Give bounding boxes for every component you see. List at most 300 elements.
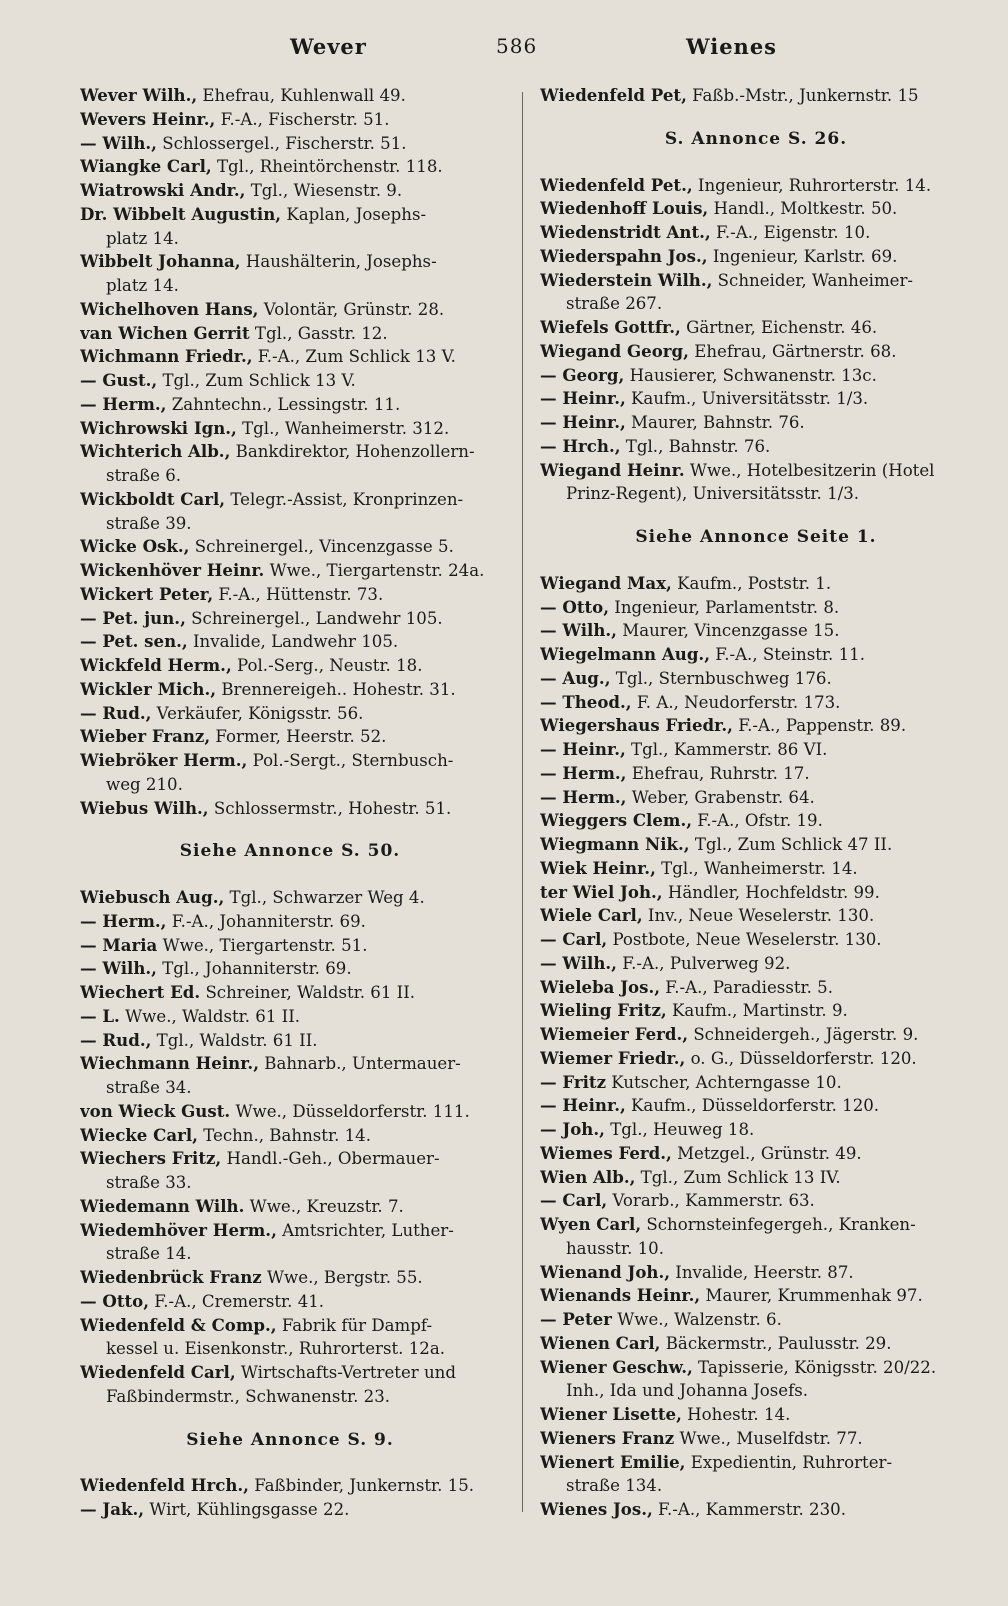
directory-entry bbox=[540, 84, 972, 108]
directory-entry bbox=[80, 1314, 500, 1362]
entry-name: — Wilh., bbox=[540, 620, 617, 641]
directory-entry bbox=[540, 1213, 972, 1261]
entry-name: Dr. Wibbelt Augustin, bbox=[80, 203, 282, 224]
entry-name: Wiedemann Wilh. bbox=[80, 1195, 245, 1216]
directory-entry bbox=[80, 1219, 500, 1267]
entry-details: Bäckermstr., Paulusstr. 29. bbox=[665, 1333, 892, 1353]
directory-entry bbox=[540, 928, 972, 952]
entry-details: F.-A., Hüttenstr. 73. bbox=[218, 584, 384, 604]
entry-name: — Aug., bbox=[540, 667, 611, 688]
directory-entry bbox=[80, 535, 500, 559]
entry-name: — Heinr., bbox=[540, 1095, 626, 1116]
entry-details: Schneidergeh., Jägerstr. 9. bbox=[693, 1025, 919, 1044]
entry-details: Schreiner, Waldstr. 61 II. bbox=[205, 983, 416, 1002]
directory-entry bbox=[540, 435, 972, 459]
entry-name: Wienes Jos., bbox=[540, 1499, 653, 1519]
directory-entry bbox=[540, 572, 972, 596]
directory-entry bbox=[540, 904, 972, 928]
entry-details: Maurer, Bahnstr. 76. bbox=[631, 413, 805, 432]
entry-name: — Pet. jun., bbox=[80, 607, 186, 628]
entry-details: Bankdirektor, Hohenzollern- bbox=[235, 442, 475, 462]
directory-entry bbox=[540, 1189, 972, 1213]
directory-entry bbox=[80, 108, 500, 132]
entry-details: Schornsteinfegergeh., Kranken- bbox=[646, 1215, 916, 1234]
entry-details: F.-A., Fischerstr. 51. bbox=[220, 109, 390, 129]
directory-entry bbox=[540, 1308, 972, 1332]
entry-details: Wwe., Tiergartenstr. 51. bbox=[162, 935, 368, 955]
entry-continuation: straße 267. bbox=[566, 294, 663, 314]
advertisement-notice: Siehe Annonce Seite 1. bbox=[635, 527, 877, 547]
entry-details: Handl.-Geh., Obermauer- bbox=[226, 1149, 440, 1169]
entry-name: — Georg, bbox=[540, 364, 625, 385]
entry-details: Telegr.-Assist, Kronprinzen- bbox=[230, 489, 464, 509]
entry-name: Wickfeld Herm., bbox=[80, 655, 232, 675]
entry-name: — Joh., bbox=[540, 1119, 605, 1139]
directory-entry bbox=[540, 809, 972, 833]
entry-name: — Heinr., bbox=[540, 412, 626, 432]
left-column bbox=[80, 84, 500, 1522]
directory-entry bbox=[80, 702, 500, 726]
directory-entry bbox=[80, 1195, 500, 1219]
directory-entry bbox=[540, 1261, 972, 1285]
directory-entry bbox=[80, 583, 500, 607]
entry-name: Wiedenfeld Carl, bbox=[80, 1362, 236, 1382]
entry-details: Wwe., Tiergartenstr. 24a. bbox=[269, 561, 485, 580]
directory-entry bbox=[80, 1100, 500, 1124]
entry-name: — Herm., bbox=[540, 762, 627, 783]
directory-entry bbox=[80, 678, 500, 702]
directory-entry bbox=[540, 1284, 972, 1308]
entry-details: Maurer, Krummenhak 97. bbox=[705, 1286, 923, 1306]
entry-details: Tgl., Sternbuschweg 176. bbox=[615, 668, 832, 688]
entry-name: Wiatrowski Andr., bbox=[80, 180, 246, 200]
directory-entry bbox=[540, 1332, 972, 1356]
page-number: 586 bbox=[496, 34, 538, 58]
directory-entry bbox=[80, 797, 500, 821]
entry-name: Wiederspahn Jos., bbox=[540, 245, 708, 266]
directory-entry bbox=[540, 1498, 972, 1522]
entry-continuation: straße 33. bbox=[106, 1173, 192, 1192]
entry-details: Tapisserie, Königsstr. 20/22. bbox=[698, 1357, 937, 1377]
entry-details: Ingenieur, Parlamentstr. 8. bbox=[614, 597, 840, 617]
entry-name: Wiedenhoff Louis, bbox=[540, 198, 709, 219]
entry-name: Wickboldt Carl, bbox=[80, 488, 226, 509]
directory-entry bbox=[540, 221, 972, 245]
entry-name: — Peter bbox=[540, 1309, 612, 1329]
entry-name: — Otto, bbox=[540, 596, 610, 617]
directory-entry bbox=[540, 245, 972, 269]
entry-details: Former, Heerstr. 52. bbox=[215, 727, 387, 747]
directory-entry bbox=[540, 316, 972, 340]
entry-name: — Herm., bbox=[540, 786, 627, 807]
directory-entry bbox=[80, 1361, 500, 1409]
entry-name: — Carl, bbox=[540, 1190, 608, 1211]
directory-entry bbox=[80, 749, 500, 797]
directory-entry bbox=[540, 459, 972, 507]
entry-details: Invalide, Heerstr. 87. bbox=[675, 1262, 854, 1282]
entry-details: Wwe., Kreuzstr. 7. bbox=[249, 1196, 404, 1216]
entry-details: Faßb.-Mstr., Junkernstr. 15 bbox=[692, 86, 919, 105]
directory-entry bbox=[540, 1071, 972, 1095]
directory-entry bbox=[80, 393, 500, 417]
directory-entry bbox=[540, 387, 972, 411]
entry-name: Wiechers Fritz, bbox=[80, 1148, 222, 1169]
directory-entry bbox=[540, 174, 972, 198]
entry-name: Wibbelt Johanna, bbox=[80, 251, 241, 272]
entry-name: Wiegelmann Aug., bbox=[540, 644, 710, 664]
entry-details: Pol.-Serg., Neustr. 18. bbox=[237, 656, 423, 675]
directory-entry bbox=[80, 1052, 500, 1100]
entry-continuation: straße 39. bbox=[106, 513, 192, 533]
directory-entry bbox=[80, 84, 500, 108]
entry-name: Wickler Mich., bbox=[80, 678, 217, 699]
entry-details: Tgl., Rheintörchenstr. 118. bbox=[216, 157, 443, 177]
entry-name: Wiederstein Wilh., bbox=[540, 269, 713, 290]
entry-name: Wieners Franz bbox=[540, 1427, 675, 1448]
entry-name: — Pet. sen., bbox=[80, 631, 188, 652]
entry-details: Verkäufer, Königsstr. 56. bbox=[156, 703, 364, 723]
directory-entry bbox=[80, 155, 500, 179]
entry-name: Wienen Carl, bbox=[540, 1332, 661, 1353]
entry-details: Tgl., Wanheimerstr. 14. bbox=[661, 858, 858, 878]
entry-name: Wiedemhöver Herm., bbox=[80, 1219, 277, 1240]
entry-details: F.-A., Johanniterstr. 69. bbox=[171, 911, 366, 931]
entry-name: Wiegand Heinr. bbox=[540, 459, 685, 480]
entry-details: F.-A., Pulverweg 92. bbox=[622, 953, 791, 973]
directory-entry bbox=[540, 1118, 972, 1142]
directory-entry bbox=[540, 1094, 972, 1118]
entry-name: Wiebröker Herm., bbox=[80, 750, 248, 770]
entry-details: Kutscher, Achterngasse 10. bbox=[611, 1072, 842, 1092]
entry-details: Schlossergel., Fischerstr. 51. bbox=[162, 133, 407, 153]
directory-entry bbox=[540, 619, 972, 643]
page-header bbox=[0, 34, 1008, 74]
entry-details: Kaufm., Martinstr. 9. bbox=[671, 1001, 848, 1021]
directory-entry bbox=[540, 269, 972, 317]
advertisement-notice: S. Annonce S. 26. bbox=[664, 128, 848, 149]
entry-name: Wien Alb., bbox=[540, 1166, 636, 1187]
entry-name: Wichterich Alb., bbox=[80, 441, 231, 462]
entry-continuation: weg 210. bbox=[106, 774, 183, 794]
directory-entry bbox=[80, 1005, 500, 1029]
directory-entry bbox=[540, 762, 972, 786]
entry-details: Ehefrau, Gärtnerstr. 68. bbox=[694, 341, 897, 361]
entry-name: Wiechmann Heinr., bbox=[80, 1053, 259, 1074]
column-divider bbox=[522, 92, 523, 1512]
entry-details: Schlossermstr., Hohestr. 51. bbox=[213, 798, 452, 818]
entry-details: Ingenieur, Ruhrorterstr. 14. bbox=[697, 175, 932, 195]
entry-details: Maurer, Vincenzgasse 15. bbox=[622, 621, 840, 641]
entry-continuation: straße 14. bbox=[106, 1244, 192, 1264]
entry-name: Wyen Carl, bbox=[540, 1214, 642, 1234]
directory-entry bbox=[540, 411, 972, 435]
entry-name: Wienert Emilie, bbox=[540, 1451, 686, 1472]
entry-details: Pol.-Sergt., Sternbusch- bbox=[252, 751, 454, 770]
entry-name: — Maria bbox=[80, 934, 158, 955]
entry-details: F.-A., Pappenstr. 89. bbox=[738, 716, 907, 736]
entry-details: Wwe., Muselfdstr. 77. bbox=[679, 1428, 863, 1448]
entry-name: Wickert Peter, bbox=[80, 583, 214, 604]
entry-name: Wevers Heinr., bbox=[80, 108, 216, 129]
entry-name: — Wilh., bbox=[540, 952, 617, 973]
entry-continuation: platz 14. bbox=[106, 276, 179, 295]
directory-entry bbox=[540, 999, 972, 1023]
entry-details: Ingenieur, Karlstr. 69. bbox=[712, 246, 898, 266]
header-left-keyword: Wever bbox=[290, 34, 367, 59]
entry-continuation: Inh., Ida und Johanna Josefs. bbox=[566, 1381, 809, 1401]
entry-details: F.-A., Eigenstr. 10. bbox=[715, 223, 871, 242]
directory-entry bbox=[80, 886, 500, 910]
entry-details: Volontär, Grünstr. 28. bbox=[263, 299, 445, 319]
entry-name: Wiemer Friedr., bbox=[540, 1047, 686, 1068]
entry-details: Tgl., Waldstr. 61 II. bbox=[156, 1030, 318, 1050]
entry-name: Wiegand Max, bbox=[540, 572, 672, 593]
entry-name: Wiek Heinr., bbox=[540, 857, 656, 878]
entry-continuation: platz 14. bbox=[106, 228, 179, 248]
directory-entry bbox=[540, 857, 972, 881]
directory-entry bbox=[80, 369, 500, 393]
directory-entry bbox=[80, 345, 500, 369]
entry-details: Wwe., Waldstr. 61 II. bbox=[125, 1006, 301, 1026]
entry-details: Techn., Bahnstr. 14. bbox=[203, 1125, 372, 1145]
entry-details: Kaplan, Josephs- bbox=[286, 204, 427, 224]
directory-entry bbox=[540, 976, 972, 1000]
entry-details: Schreinergel., Vincenzgasse 5. bbox=[194, 537, 454, 557]
entry-name: Wieber Franz, bbox=[80, 726, 211, 747]
entry-details: Haushälterin, Josephs- bbox=[245, 252, 437, 272]
directory-entry bbox=[540, 1403, 972, 1427]
entry-name: van Wichen Gerrit bbox=[80, 322, 250, 343]
directory-entry bbox=[540, 667, 972, 691]
entry-details: Wirtschafts-Vertreter und bbox=[240, 1363, 456, 1382]
entry-details: Wirt, Kühlingsgasse 22. bbox=[149, 1500, 350, 1519]
entry-name: Wiemes Ferd., bbox=[540, 1142, 672, 1163]
entry-name: Wiedenfeld Pet, bbox=[540, 85, 687, 105]
entry-details: F.-A., Zum Schlick 13 V. bbox=[257, 347, 456, 367]
entry-details: Wwe., Bergstr. 55. bbox=[266, 1268, 423, 1287]
entry-continuation: Prinz-Regent), Universitätsstr. 1/3. bbox=[566, 484, 860, 504]
entry-continuation: straße 134. bbox=[566, 1476, 663, 1496]
directory-entry bbox=[80, 179, 500, 203]
entry-details: Wwe., Düsseldorferstr. 111. bbox=[235, 1101, 470, 1121]
directory-entry bbox=[540, 1356, 972, 1404]
entry-name: — Wilh., bbox=[80, 132, 157, 153]
directory-entry bbox=[540, 1142, 972, 1166]
entry-name: — Theod., bbox=[540, 691, 632, 712]
entry-name: Wiefels Gottfr., bbox=[540, 317, 681, 337]
entry-continuation: straße 34. bbox=[106, 1078, 192, 1097]
entry-details: Tgl., Wanheimerstr. 312. bbox=[242, 418, 450, 438]
directory-entry bbox=[80, 559, 500, 583]
directory-entry bbox=[80, 132, 500, 156]
advertisement-notice: Siehe Annonce S. 50. bbox=[179, 841, 401, 862]
entry-name: Wever Wilh., bbox=[80, 85, 198, 105]
entry-name: Wieleba Jos., bbox=[540, 976, 661, 997]
directory-entry bbox=[80, 322, 500, 346]
entry-name: Wichmann Friedr., bbox=[80, 346, 253, 367]
entry-details: Zahntechn., Lessingstr. 11. bbox=[171, 394, 401, 414]
entry-details: Ehefrau, Kuhlenwall 49. bbox=[202, 86, 406, 105]
directory-entry bbox=[80, 1474, 500, 1498]
entry-name: Wiangke Carl, bbox=[80, 156, 212, 177]
entry-name: Wiechert Ed. bbox=[80, 982, 201, 1002]
entry-name: — L. bbox=[80, 1005, 120, 1026]
entry-name: Wichrowski Ign., bbox=[80, 417, 237, 438]
entry-name: — Herm., bbox=[80, 393, 167, 414]
entry-name: Wiedenstridt Ant., bbox=[540, 222, 711, 242]
entry-name: — Heinr., bbox=[540, 388, 626, 409]
entry-details: Tgl., Wiesenstr. 9. bbox=[250, 181, 403, 200]
directory-entry bbox=[80, 488, 500, 536]
entry-name: von Wieck Gust. bbox=[80, 1100, 231, 1121]
entry-details: Tgl., Kammerstr. 86 VI. bbox=[631, 740, 828, 759]
directory-entry bbox=[540, 952, 972, 976]
entry-name: — Herm., bbox=[80, 910, 167, 931]
entry-details: Weber, Grabenstr. 64. bbox=[631, 787, 815, 807]
directory-entry bbox=[80, 981, 500, 1005]
entry-details: Tgl., Zum Schlick 47 II. bbox=[694, 835, 893, 854]
directory-entry bbox=[80, 725, 500, 749]
entry-name: — Hrch., bbox=[540, 435, 621, 456]
directory-entry bbox=[80, 1029, 500, 1053]
entry-details: Bahnarb., Untermauer- bbox=[264, 1054, 461, 1074]
entry-name: Wicke Osk., bbox=[80, 536, 190, 557]
directory-entry bbox=[80, 1290, 500, 1314]
entry-name: Wienands Heinr., bbox=[540, 1285, 701, 1306]
entry-details: F. A., Neudorferstr. 173. bbox=[636, 692, 841, 712]
directory-entry bbox=[540, 691, 972, 715]
entry-details: Kaufm., Universitätsstr. 1/3. bbox=[631, 389, 869, 409]
directory-entry bbox=[80, 654, 500, 678]
directory-entry bbox=[80, 1147, 500, 1195]
directory-entry bbox=[80, 607, 500, 631]
entry-name: Wiedenfeld Pet., bbox=[540, 174, 693, 195]
entry-details: Amtsrichter, Luther- bbox=[282, 1220, 454, 1240]
right-column bbox=[540, 84, 972, 1522]
directory-entry bbox=[80, 1124, 500, 1148]
directory-entry bbox=[540, 1427, 972, 1451]
directory-entry bbox=[540, 1023, 972, 1047]
entry-continuation: straße 6. bbox=[106, 466, 182, 485]
entry-details: F.-A., Cremerstr. 41. bbox=[154, 1291, 325, 1311]
directory-entry bbox=[540, 596, 972, 620]
entry-name: Wieggers Clem., bbox=[540, 810, 693, 831]
directory-entry bbox=[80, 1266, 500, 1290]
directory-entry bbox=[540, 786, 972, 810]
entry-details: Gärtner, Eichenstr. 46. bbox=[686, 318, 878, 337]
entry-name: — Heinr., bbox=[540, 739, 626, 759]
entry-name: Wiener Lisette, bbox=[540, 1404, 682, 1424]
entry-continuation: Faßbindermstr., Schwanenstr. 23. bbox=[106, 1386, 391, 1406]
entry-details: Postbote, Neue Weselerstr. 130. bbox=[612, 930, 882, 949]
entry-name: Wiedenfeld & Comp., bbox=[80, 1314, 277, 1335]
entry-name: Wiemeier Ferd., bbox=[540, 1024, 689, 1044]
entry-details: Hohestr. 14. bbox=[687, 1405, 791, 1424]
entry-details: Inv., Neue Weselerstr. 130. bbox=[647, 906, 875, 926]
entry-name: — Rud., bbox=[80, 1029, 152, 1050]
entry-name: Wieling Fritz, bbox=[540, 1000, 667, 1021]
entry-details: F.-A., Kammerstr. 230. bbox=[658, 1500, 846, 1519]
entry-details: Vorarb., Kammerstr. 63. bbox=[612, 1191, 815, 1211]
entry-details: F.-A., Paradiesstr. 5. bbox=[665, 977, 833, 997]
entry-name: Wiegmann Nik., bbox=[540, 834, 690, 854]
entry-name: Wienand Joh., bbox=[540, 1261, 671, 1282]
entry-details: Fabrik für Dampf- bbox=[281, 1315, 433, 1335]
entry-name: Wiegershaus Friedr., bbox=[540, 715, 733, 736]
entry-name: Wiedenfeld Hrch., bbox=[80, 1475, 249, 1496]
entry-continuation: kessel u. Eisenkonstr., Ruhrorterst. 12a. bbox=[106, 1339, 445, 1359]
entry-name: — Fritz bbox=[540, 1071, 606, 1092]
entry-name: Wichelhoven Hans, bbox=[80, 298, 259, 319]
entry-details: Expedientin, Ruhrorter- bbox=[690, 1452, 893, 1472]
entry-details: Kaufm., Poststr. 1. bbox=[677, 573, 832, 593]
entry-details: Schneider, Wanheimer- bbox=[717, 270, 914, 290]
entry-details: Kaufm., Düsseldorferstr. 120. bbox=[631, 1096, 880, 1116]
entry-name: — Wilh., bbox=[80, 958, 157, 979]
entry-name: Wickenhöver Heinr. bbox=[80, 560, 265, 580]
entry-details: Tgl., Bahnstr. 76. bbox=[625, 436, 771, 456]
entry-details: Metzgel., Grünstr. 49. bbox=[677, 1143, 862, 1163]
directory-entry bbox=[540, 738, 972, 762]
directory-entry bbox=[80, 203, 500, 251]
directory-entry bbox=[80, 298, 500, 322]
entry-details: Schreinergel., Landwehr 105. bbox=[191, 608, 443, 628]
entry-name: — Jak., bbox=[80, 1499, 145, 1519]
directory-entry bbox=[540, 1166, 972, 1190]
directory-entry bbox=[540, 643, 972, 667]
entry-name: Wiele Carl, bbox=[540, 905, 643, 926]
directory-entry bbox=[80, 934, 500, 958]
entry-details: Händler, Hochfeldstr. 99. bbox=[667, 882, 880, 902]
directory-entry bbox=[80, 630, 500, 654]
entry-name: — Gust., bbox=[80, 370, 158, 390]
directory-entry bbox=[540, 833, 972, 857]
entry-details: F.-A., Steinstr. 11. bbox=[715, 645, 865, 664]
entry-name: — Otto, bbox=[80, 1290, 150, 1311]
entry-name: — Rud., bbox=[80, 702, 152, 723]
directory-entry bbox=[80, 440, 500, 488]
entry-details: Wwe., Walzenstr. 6. bbox=[617, 1310, 782, 1329]
directory-entry bbox=[540, 881, 972, 905]
entry-details: Tgl., Gasstr. 12. bbox=[254, 323, 388, 343]
directory-entry bbox=[80, 910, 500, 934]
entry-name: — Carl, bbox=[540, 929, 608, 949]
directory-entry bbox=[80, 1498, 500, 1522]
entry-details: Tgl., Zum Schlick 13 V. bbox=[162, 371, 356, 390]
entry-details: Tgl., Johanniterstr. 69. bbox=[162, 959, 352, 979]
entry-details: Tgl., Schwarzer Weg 4. bbox=[229, 888, 425, 907]
entry-name: Wiener Geschw., bbox=[540, 1356, 693, 1377]
entry-details: Ehefrau, Ruhrstr. 17. bbox=[631, 763, 810, 783]
entry-name: Wiebus Wilh., bbox=[80, 797, 209, 818]
directory-entry bbox=[80, 957, 500, 981]
entry-name: Wiegand Georg, bbox=[540, 340, 689, 361]
advertisement-notice: Siehe Annonce S. 9. bbox=[186, 1429, 394, 1450]
entry-name: Wiebusch Aug., bbox=[80, 887, 225, 907]
directory-entry bbox=[540, 340, 972, 364]
entry-continuation: hausstr. 10. bbox=[566, 1238, 665, 1258]
entry-details: o. G., Düsseldorferstr. 120. bbox=[690, 1048, 917, 1068]
directory-entry bbox=[540, 1047, 972, 1071]
directory-entry bbox=[540, 714, 972, 738]
entry-details: Hausierer, Schwanenstr. 13c. bbox=[629, 365, 877, 385]
entry-details: Brennereigeh.. Hohestr. 31. bbox=[221, 679, 456, 699]
directory-entry bbox=[540, 364, 972, 388]
entry-details: Faßbinder, Junkernstr. 15. bbox=[254, 1476, 475, 1496]
directory-entry bbox=[80, 250, 500, 298]
entry-details: Invalide, Landwehr 105. bbox=[192, 632, 399, 652]
directory-entry bbox=[540, 197, 972, 221]
